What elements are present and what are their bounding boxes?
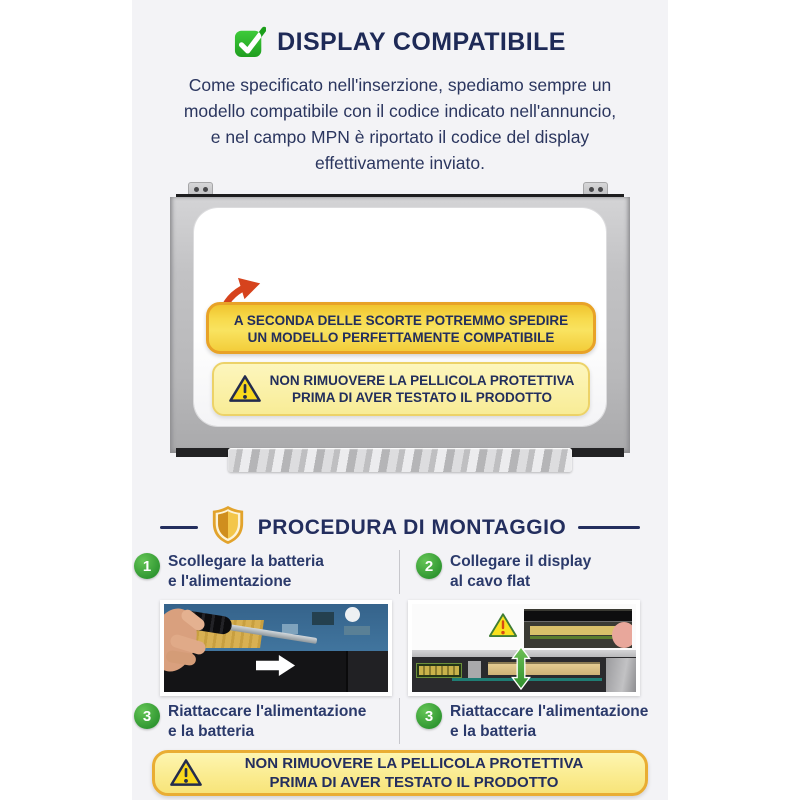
film-warning-box bbox=[212, 362, 590, 416]
finger bbox=[612, 622, 632, 648]
white-sticker bbox=[345, 607, 360, 622]
film-warning-lines bbox=[270, 372, 575, 406]
green-checkmark-icon bbox=[234, 26, 266, 58]
photo-content bbox=[164, 604, 388, 692]
foil-corner bbox=[606, 658, 636, 692]
stock-notice-line: A SECONDA DELLE SCORTE POTREMMO SPEDIRE bbox=[233, 313, 569, 328]
step-2 bbox=[416, 552, 591, 592]
procedure-steps bbox=[132, 548, 668, 748]
page-title: DISPLAY COMPATIBILE bbox=[277, 27, 566, 56]
footer-warning-line: PRIMA DI AVER TESTATO IL PRODOTTO bbox=[269, 774, 559, 791]
column-divider bbox=[399, 698, 400, 744]
intro-line: Come specificato nell'inserzione, spediamo sempre un bbox=[188, 75, 612, 95]
divider-line-right bbox=[578, 526, 640, 529]
flat-cable bbox=[530, 626, 618, 635]
step-line: e la batteria bbox=[450, 723, 537, 740]
step-line: e la batteria bbox=[168, 723, 255, 740]
shield-icon bbox=[210, 505, 246, 550]
step-1 bbox=[134, 552, 324, 592]
step-line: al cavo flat bbox=[450, 573, 531, 590]
connector-socket bbox=[416, 663, 462, 678]
green-double-arrow-icon bbox=[510, 646, 532, 690]
footer-warning-line: NON RIMUOVERE LA PELLICOLA PROTETTIVA bbox=[244, 755, 584, 772]
warning-triangle-icon bbox=[488, 612, 518, 639]
header bbox=[132, 26, 668, 58]
step-text bbox=[450, 552, 591, 592]
film-warning-line: PRIMA DI AVER TESTATO IL PRODOTTO bbox=[291, 390, 552, 405]
flat-cable bbox=[488, 662, 600, 675]
connector-closeup-inset bbox=[524, 609, 632, 648]
step-number-badge: 3 bbox=[416, 703, 442, 729]
step-3-right bbox=[416, 702, 648, 742]
screw-hole bbox=[589, 187, 594, 192]
warning-triangle-icon bbox=[169, 758, 203, 788]
pcb-edge bbox=[530, 636, 618, 639]
procedure-title: PROCEDURA DI MONTAGGIO bbox=[257, 515, 567, 539]
connector-pins bbox=[419, 666, 459, 675]
screw-hole bbox=[598, 187, 603, 192]
stock-notice-line: UN MODELLO PERFETTAMENTE COMPATIBILE bbox=[247, 330, 555, 345]
connector-slot bbox=[524, 611, 632, 622]
film-warning-line: NON RIMUOVERE LA PELLICOLA PROTETTIVA bbox=[269, 373, 575, 388]
intro-line: e nel campo MPN è riportato il codice del display bbox=[210, 127, 590, 147]
content-column bbox=[132, 0, 668, 800]
photo-connect-flat-cable bbox=[408, 600, 640, 696]
screw-hole bbox=[194, 187, 199, 192]
step-line: Riattaccare l'alimentazione bbox=[450, 703, 649, 720]
photo-upper-area bbox=[412, 604, 636, 650]
warning-triangle-icon bbox=[228, 374, 262, 404]
step-line: Riattaccare l'alimentazione bbox=[168, 703, 367, 720]
photo-disconnect-battery bbox=[160, 600, 392, 696]
step-number-badge: 1 bbox=[134, 553, 160, 579]
step-3-left bbox=[134, 702, 366, 742]
divider-line-left bbox=[160, 526, 198, 529]
lcd-panel-image bbox=[170, 182, 630, 480]
step-line: e l'alimentazione bbox=[168, 573, 292, 590]
step-text bbox=[168, 702, 366, 742]
step-line: Scollegare la batteria bbox=[168, 553, 324, 570]
intro-paragraph bbox=[132, 72, 668, 176]
footer-warning-text bbox=[203, 754, 645, 792]
step-text bbox=[168, 552, 324, 592]
procedure-header bbox=[132, 505, 668, 550]
white-arrow-icon bbox=[256, 654, 296, 677]
column-divider bbox=[399, 550, 400, 594]
step-line: Collegare il display bbox=[450, 553, 592, 570]
stock-notice-box bbox=[206, 302, 596, 354]
foil-tape-strip bbox=[228, 448, 572, 472]
intro-line: effettivamente inviato. bbox=[315, 153, 485, 173]
battery-panel bbox=[346, 651, 388, 692]
photo-content bbox=[412, 604, 636, 692]
screw-hole bbox=[203, 187, 208, 192]
step-number-badge: 2 bbox=[416, 553, 442, 579]
step-text bbox=[450, 702, 648, 742]
pull-tab bbox=[468, 661, 481, 678]
chip bbox=[312, 612, 334, 625]
chip bbox=[344, 626, 370, 635]
intro-line: modello compatibile con il codice indicato nell'annuncio, bbox=[183, 101, 617, 121]
step-number-badge: 3 bbox=[134, 703, 160, 729]
footer-warning-box bbox=[152, 750, 648, 796]
